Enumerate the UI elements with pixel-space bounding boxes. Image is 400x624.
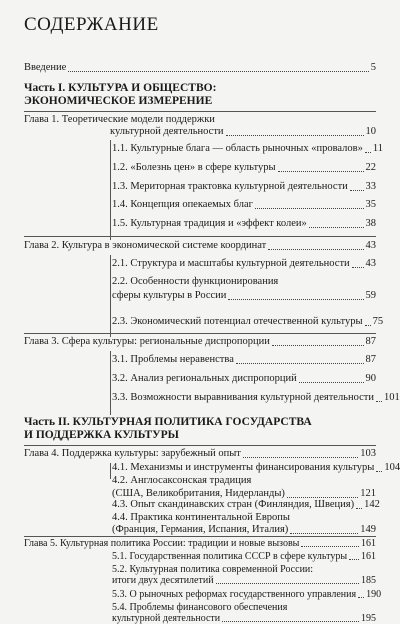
- toc-chapter[interactable]: [24, 336, 376, 348]
- toc-section[interactable]: [112, 551, 376, 562]
- page-number: 33: [365, 181, 376, 192]
- section-bracket: [110, 351, 111, 415]
- toc-section[interactable]: [112, 392, 400, 404]
- toc-section[interactable]: [112, 143, 384, 155]
- section-title: 5.4. Проблемы финансового обеспечения: [112, 602, 288, 613]
- chapter-title-cont: культурной деятельности: [110, 126, 224, 137]
- page-number: 35: [365, 199, 376, 210]
- leader-dots: [358, 597, 364, 598]
- page-number: 38: [365, 218, 376, 229]
- toc-section[interactable]: [112, 564, 376, 586]
- leader-dots: [376, 401, 382, 402]
- section-title: 2.1. Структура и масштабы культурной деятельности: [112, 258, 350, 269]
- section-title: 3.1. Проблемы неравенства: [112, 354, 234, 365]
- leader-dots: [349, 559, 359, 560]
- page-number: 11: [372, 143, 384, 154]
- divider: [24, 111, 376, 112]
- section-title-cont: итоги двух десятилетий: [112, 575, 214, 586]
- divider: [24, 536, 376, 537]
- page-number: 101: [383, 392, 400, 403]
- leader-dots: [68, 71, 368, 72]
- section-title: 4.2. Англосаксонская традиция: [112, 475, 252, 486]
- section-bracket: [110, 463, 111, 479]
- page-number: 149: [360, 524, 376, 535]
- toc-section[interactable]: [112, 475, 376, 500]
- leader-dots: [272, 345, 364, 346]
- page-number: 190: [366, 589, 382, 600]
- section-title: 1.5. Культурная традиция и «эффект колеи»: [112, 218, 307, 229]
- page-number: 142: [364, 499, 380, 510]
- section-title: 5.2. Культурная политика современной России:: [112, 564, 314, 575]
- section-title: 3.2. Анализ региональных диспропорций: [112, 373, 297, 384]
- toc-section[interactable]: [112, 162, 376, 174]
- leader-dots: [222, 621, 359, 622]
- leader-dots: [376, 471, 382, 472]
- page-number: 59: [365, 290, 376, 301]
- section-title: 2.2. Особенности функционирования: [112, 276, 279, 287]
- toc-section[interactable]: [112, 258, 376, 270]
- page-number: 87: [365, 354, 376, 365]
- page-number: 90: [365, 373, 376, 384]
- toc-section[interactable]: [112, 199, 376, 211]
- toc-section[interactable]: [112, 354, 376, 366]
- page-number: 103: [360, 448, 376, 459]
- page-number: 22: [365, 162, 376, 173]
- leader-dots: [350, 190, 364, 191]
- leader-dots: [226, 135, 364, 136]
- leader-dots: [299, 382, 364, 383]
- leader-dots: [287, 497, 358, 498]
- leader-dots: [268, 249, 363, 250]
- toc-section[interactable]: [112, 276, 376, 302]
- leader-dots: [301, 546, 359, 547]
- section-title: 3.3. Возможности выравнивания культурной деятельности: [112, 392, 374, 403]
- section-title-cont: (Франция, Германия, Испания, Италия): [112, 524, 289, 535]
- part-title: Часть I. КУЛЬТУРА И ОБЩЕСТВО: ЭКОНОМИЧЕСКОЕ ИЗМЕРЕНИЕ: [24, 82, 217, 107]
- section-title-cont: культурной деятельности: [112, 613, 221, 624]
- leader-dots: [228, 299, 363, 300]
- toc-section[interactable]: [112, 316, 384, 328]
- entry-label: Введение: [24, 62, 67, 73]
- section-title: 4.1. Механизмы и инструменты финансирования культуры: [112, 462, 375, 473]
- toc-section[interactable]: [112, 589, 382, 600]
- divider: [24, 236, 376, 237]
- leader-dots: [309, 227, 364, 228]
- page-number: 10: [365, 126, 376, 137]
- leader-dots: [236, 363, 364, 364]
- section-title-cont: (США, Великобритания, Нидерланды): [112, 488, 285, 499]
- chapter-title: Глава 5. Культурная политика России: традиции и новые вызовы: [24, 538, 300, 549]
- section-title: 1.4. Концепция опекаемых благ: [112, 199, 253, 210]
- toc-entry-intro[interactable]: [24, 62, 376, 74]
- toc-section[interactable]: [112, 512, 376, 536]
- page-number: 104: [384, 462, 400, 473]
- leader-dots: [243, 457, 358, 458]
- page-number: 43: [365, 258, 376, 269]
- toc-chapter[interactable]: [24, 240, 376, 252]
- page-number: 195: [361, 613, 376, 624]
- section-title: 5.1. Государственная политика СССР в сфере культуры: [112, 551, 348, 562]
- toc-section[interactable]: [112, 462, 400, 474]
- page-number: 185: [361, 575, 376, 586]
- leader-dots: [278, 171, 364, 172]
- leader-dots: [290, 533, 358, 534]
- section-title: 1.1. Культурные блага — область рыночных «провалов»: [112, 143, 363, 154]
- leader-dots: [255, 208, 364, 209]
- page-title: СОДЕРЖАНИЕ: [24, 14, 159, 35]
- page-number: 75: [372, 316, 384, 327]
- divider: [24, 333, 376, 334]
- chapter-title: Глава 1. Теоретические модели поддержки: [24, 114, 215, 125]
- toc-chapter[interactable]: [24, 448, 376, 460]
- section-title-cont: сферы культуры в России: [112, 290, 227, 301]
- leader-dots: [365, 152, 371, 153]
- divider: [24, 445, 376, 446]
- page-number: 43: [365, 240, 376, 251]
- section-title: 2.3. Экономический потенциал отечественной культуры: [112, 316, 363, 327]
- section-title: 1.2. «Болезнь цен» в сфере культуры: [112, 162, 276, 173]
- section-title: 5.3. О рыночных реформах государственного управления: [112, 589, 357, 600]
- leader-dots: [216, 583, 359, 584]
- toc-chapter[interactable]: [24, 114, 376, 138]
- toc-section[interactable]: [112, 499, 380, 511]
- section-title: 4.4. Практика континентальной Европы: [112, 512, 290, 523]
- toc-section[interactable]: [112, 181, 376, 193]
- leader-dots: [356, 508, 362, 509]
- toc-section[interactable]: [112, 218, 376, 230]
- toc-section[interactable]: [112, 373, 376, 385]
- page-number: 5: [370, 62, 376, 73]
- page-number: 161: [361, 538, 376, 549]
- leader-dots: [365, 325, 371, 326]
- chapter-title: Глава 3. Сфера культуры: региональные диспропорции: [24, 336, 270, 347]
- toc-section[interactable]: [112, 602, 376, 624]
- chapter-title: Глава 2. Культура в экономической системе координат: [24, 240, 267, 251]
- section-title: 1.3. Мериторная трактовка культурной деятельности: [112, 181, 348, 192]
- section-title: 4.3. Опыт скандинавских стран (Финляндия, Швеция): [112, 499, 355, 510]
- part-title: Часть II. КУЛЬТУРНАЯ ПОЛИТИКА ГОСУДАРСТВА И ПОДДЕРЖКА КУЛЬТУРЫ: [24, 416, 312, 441]
- section-bracket: [110, 255, 111, 337]
- toc-chapter[interactable]: [24, 538, 376, 549]
- leader-dots: [352, 267, 364, 268]
- page-number: 121: [360, 488, 376, 499]
- page-number: 161: [361, 551, 376, 562]
- chapter-title: Глава 4. Поддержка культуры: зарубежный опыт: [24, 448, 241, 459]
- page-number: 87: [365, 336, 376, 347]
- section-bracket: [110, 140, 111, 240]
